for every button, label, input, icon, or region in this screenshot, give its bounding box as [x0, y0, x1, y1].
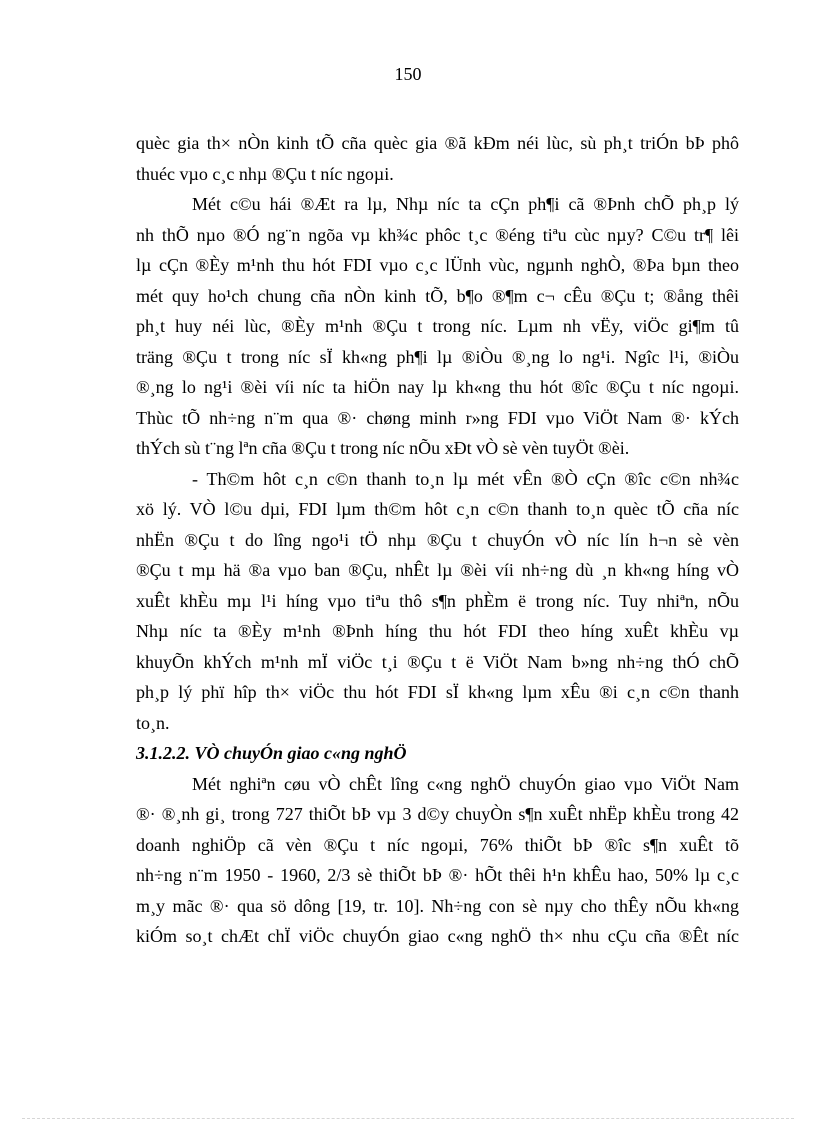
text-line: ®· ®¸nh gi¸ trong 727 thiÕt bÞ vµ 3 d©y chuyÒn s¶n xuÊt nhËp khÈu trong 42	[136, 804, 739, 824]
text-line: Thùc tÕ nh÷ng n¨m qua ®· chøng minh r»ng FDI vµo ViÖt Nam ®· kÝch	[136, 407, 739, 428]
text-line: kiÓm so¸t chÆt chÏ viÖc chuyÓn giao c«ng nghÖ th× nhu cÇu cña ®Êt níc	[136, 926, 739, 946]
paragraph-3	[136, 464, 739, 739]
text-line: quèc gia th× nÒn kinh tÕ cña quèc gia ®ã kÐm néi lùc, sù ph¸t triÓn bÞ phô	[136, 133, 739, 153]
text-line: lµ cÇn ®Èy m¹nh thu hót FDI vµo c¸c lÜnh vùc, ngµnh nghÒ, ®Þa bµn theo	[136, 255, 739, 275]
text-line: Mét c©u hái ®Æt ra lµ, Nhµ níc ta cÇn ph¶i cã ®Þnh chÕ ph¸p lý	[192, 194, 739, 214]
text-line: xö lý. VÒ l©u dµi, FDI lµm th©m hôt c¸n c©n thanh to¸n quèc tÕ cña níc	[136, 499, 739, 519]
page-bottom-divider	[22, 1118, 794, 1119]
section-heading: 3.1.2.2. VÒ chuyÓn giao c«ng nghÖ	[136, 743, 407, 763]
text-line: thÝch sù t¨ng lªn cña ®Çu t trong níc nÕu xÐt vÒ sè vèn tuyÖt ®èi.	[136, 438, 630, 458]
text-line: xuÊt khÈu mµ l¹i híng vµo tiªu thô s¶n phÈm ë trong níc. Tuy nhiªn, nÕu	[136, 590, 739, 611]
paragraph-4	[136, 769, 739, 952]
text-line: ph¸p lý phï hîp th× viÖc thu hót FDI sÏ kh«ng lµm xÊu ®i c¸n c©n thanh	[136, 682, 739, 702]
text-line: träng ®Çu t trong níc sÏ kh«ng ph¶i lµ ®iÒu ®¸ng lo ng¹i. Ngîc l¹i, ®iÒu	[136, 346, 739, 367]
text-line: ®¸ng lo ng¹i ®èi víi níc ta hiÖn nay lµ kh«ng thu hót ®îc ®Çu t níc ngoµi.	[136, 377, 739, 397]
text-line: nh thÕ nµo ®Ó ng¨n ngõa vµ kh¾c phôc t¸c ®éng tiªu cùc nµy? C©u tr¶ lêi	[136, 224, 739, 245]
text-line: mét quy ho¹ch chung cña nÒn kinh tÕ, b¶o ®¶m c¬ cÊu ®Çu t; ®ång thêi	[136, 285, 739, 306]
paragraph-2	[136, 189, 739, 464]
text-line: doanh nghiÖp cã vèn ®Çu t níc ngoµi, 76% thiÕt bÞ ®îc s¶n xuÊt tõ	[136, 834, 739, 855]
text-line: ph¸t huy néi lùc, ®Èy m¹nh ®Çu t trong níc. Lµm nh vËy, viÖc gi¶m tû	[136, 316, 739, 336]
text-line: Nhµ níc ta ®Èy m¹nh ®Þnh híng thu hót FDI theo híng xuÊt khÈu vµ	[136, 621, 739, 641]
text-line: nhËn ®Çu t do lîng ngo¹i tÖ nhµ ®Çu t chuyÓn vÒ níc lín h¬n sè vèn	[136, 529, 739, 550]
text-line: Mét nghiªn cøu vÒ chÊt lîng c«ng nghÖ chuyÓn giao vµo ViÖt Nam	[192, 773, 739, 794]
paragraph-1	[136, 128, 739, 189]
text-line: nh÷ng n¨m 1950 - 1960, 2/3 sè thiÕt bÞ ®· hÕt thêi h¹n khÊu hao, 50% lµ c¸c	[136, 865, 739, 885]
page-number: 150	[394, 64, 422, 84]
document-body	[136, 128, 739, 952]
text-line: - Th©m hôt c¸n c©n thanh to¸n lµ mét vÊn ®Ò cÇn ®îc c©n nh¾c	[192, 468, 739, 489]
text-line: m¸y mãc ®· qua sö dông [19, tr. 10]. Nh÷ng con sè nµy cho thÊy nÕu kh«ng	[136, 895, 739, 916]
text-line: khuyÕn khÝch m¹nh mÏ viÖc t¸i ®Çu t ë ViÖt Nam b»ng nh÷ng thÓ chÕ	[136, 651, 739, 672]
text-line: ®Çu t mµ hä ®a vµo ban ®Çu, nhÊt lµ ®èi víi nh÷ng dù ¸n kh«ng híng vÒ	[136, 560, 739, 580]
text-line: thuéc vµo c¸c nhµ ®Çu t níc ngoµi.	[136, 163, 394, 184]
text-line: to¸n.	[136, 712, 170, 733]
